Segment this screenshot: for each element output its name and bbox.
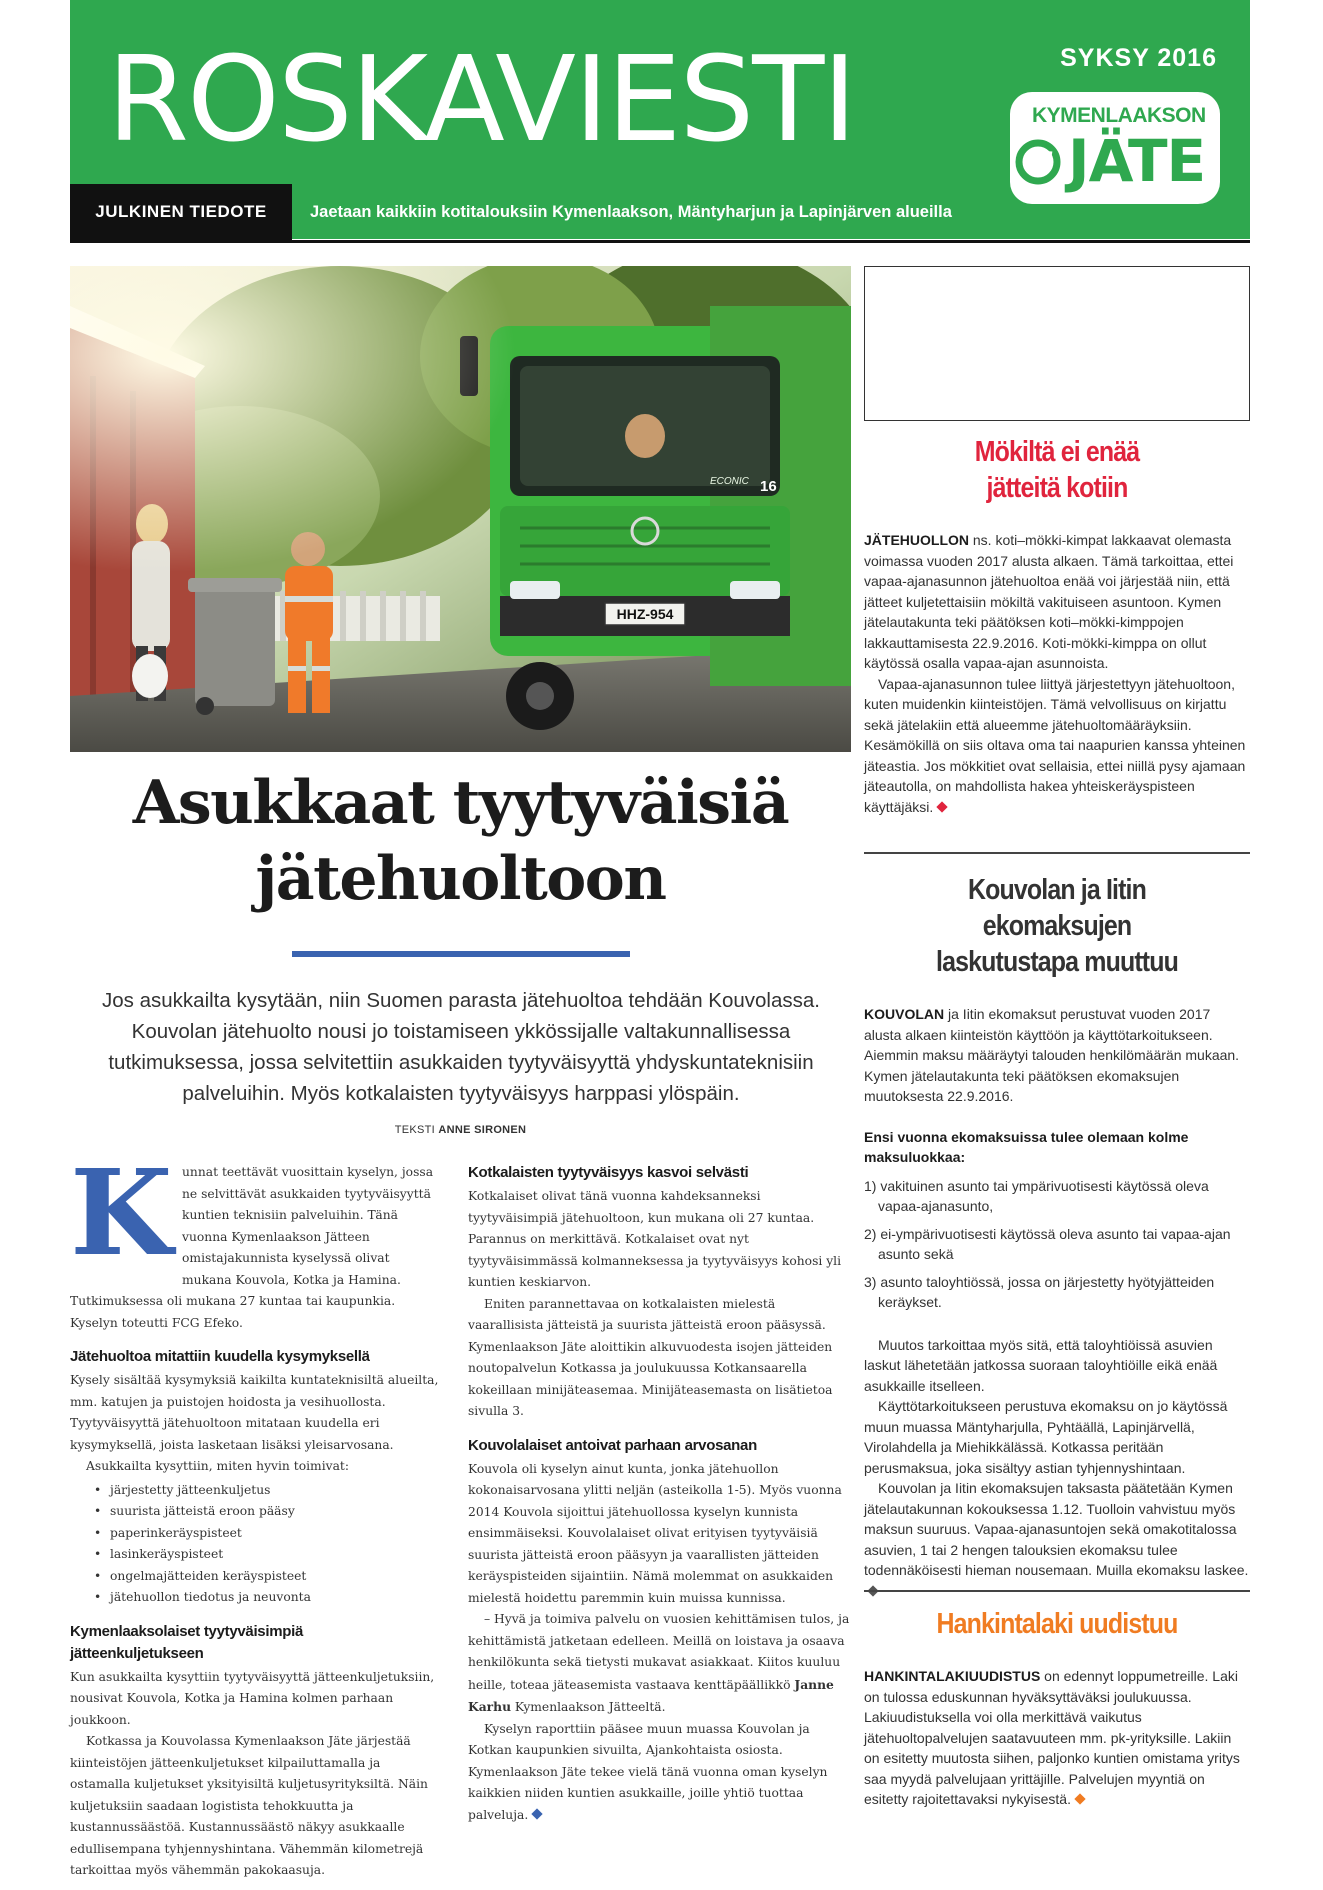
paragraph: Kouvola oli kyselyn ainut kunta, jonka jätehuollon kokonaisarvosana ylitti neljän (asteikolla 1-5). Myös vuonna 2014 Kouvola sijoittui jätehuollossa kyselyn kunnista ensimmäiseksi. Kouvolalaiset olivat erityisen tyytyväisiä suurista jätteistä eroon pääsyyn ja vaarallisten jätteiden keräyspisteiden sijaintiin. Nämä molemmat on asukkaiden mielestä hoidettu paremmin kuin muissa kunnissa.: [468, 1461, 842, 1605]
quote-paragraph: [468, 1609, 851, 1719]
sidebar-divider: [864, 852, 1250, 854]
list-item: • lasinkeräyspisteet: [94, 1544, 439, 1566]
payment-classes-list: [864, 1176, 1250, 1313]
headline-divider: [292, 951, 630, 957]
header-rule: [70, 240, 1250, 243]
info-bar: [70, 184, 1250, 240]
subheading-kuudella-kysymyksella: Jätehuoltoa mitattiin kuudella kysymyksellä: [70, 1348, 370, 1365]
list-item: 1) vakituinen asunto tai ympärivuotisesti käytössä oleva vapaa-ajanasunto,: [864, 1177, 1209, 1214]
sidebar-divider: [864, 1590, 1250, 1592]
paragraph: [864, 1666, 1250, 1810]
classes-intro: Ensi vuonna ekomaksuissa tulee olemaan kolme maksuluokkaa:: [864, 1128, 1189, 1165]
mokki-text-2: Vapaa-ajanasunnon tulee liittyä järjestettyyn jätehuoltoon, kuten muidenkin kiinteistöjen. Tämä velvollisuus on kirjattu sekä jätelakiin että alueemme jätehuoltomääräyksiin. Kesämökillä on siis oltava oma tai naapurien kanssa yhteinen jäteastia. Jos mökkitiet ovat sellaisia, ettei niillä pysy ajamaan jäteautolla, on mahdollista hakea yhteiskeräyspisteen käyttäjäksi.: [864, 675, 1246, 815]
subheading-kotkalaiset: Kotkalaisten tyytyväisyys kasvoi selvästi: [468, 1164, 749, 1181]
hankinta-heading: Hankintalaki uudistuu: [936, 1608, 1178, 1640]
subheading-jatteenkuljetus: Kymenlaaksolaiset tyytyväisimpiä jätteenkuljetukseen: [70, 1622, 304, 1662]
mokki-article: [864, 434, 1250, 817]
byline-author: ANNE SIRONEN: [438, 1124, 527, 1136]
paragraph: Muutos tarkoittaa myös sitä, että taloyhtiöissä asuvien laskut lähetetään jatkossa suoraan taloyhtiöille eikä enää asukkaille itselleen.: [864, 1336, 1218, 1394]
quoted-person: Janne Karhu: [468, 1676, 834, 1714]
list-item: • jätehuollon tiedotus ja neuvonta: [94, 1587, 439, 1609]
paragraph: Käyttötarkoitukseen perustuva ekomaksu on jo käytössä muun muassa Mäntyharjulla, Pyhtäällä, Lapinjärvellä, Virolahdella ja Miehikkälässä. Kotkassa peritään perusmaksua, joka sisältyy astian tyhjennyshintaan.: [864, 1398, 1228, 1476]
ekomaksu-text-1: ja Iitin ekomaksut perustuvat vuoden 2017 alusta alkaen kiinteistön käyttöön ja käyttötarkoitukseen. Aiemmin maksu määräytyi talouden henkilömäärän mukaan. Kymen jätelautakunta teki päätöksen ekomaksujen muutoksesta 22.9.2016.: [864, 1006, 1240, 1104]
mokki-heading-line-1: Mökiltä ei enää: [974, 436, 1140, 468]
paragraph: [864, 1478, 1250, 1601]
distribution-note: Jaetaan kaikkiin kotitalouksiin Kymenlaakson, Mäntyharjun ja Lapinjärven alueilla: [310, 203, 952, 221]
drop-cap: K: [70, 1143, 173, 1282]
byline: [70, 1124, 851, 1136]
lead-word: HANKINTALAKIUUDISTUS: [864, 1668, 1041, 1684]
subheading-kouvolalaiset: Kouvolalaiset antoivat parhaan arvosanan: [468, 1436, 757, 1454]
quote-attribution: Kymenlaakson Jätteeltä.: [511, 1700, 666, 1714]
intro-text: unnat teettävät vuosittain kyselyn, jossa ne selvittävät asukkaiden tyytyväisyyttä kuntien teknisiin palveluihin. Tänä vuonna Kymenlaakson Jätteen omistajakunnista kyselyssä olivat mukana Kouvola, Kotka ja Hamina. Tutkimuksessa oli mukana 27 kuntaa tai kaupunkia. Kyselyn toteutti FCG Efeko.: [70, 1165, 434, 1330]
hankinta-article: [864, 1606, 1250, 1810]
mokki-heading: [891, 434, 1223, 506]
paragraph: Eniten parannettavaa on kotkalaisten mielestä vaarallisista jätteistä ja suurista jätteistä eroon pääsyssä. Kymenlaakson Jäte aloittikin alkuvuodesta isojen jätteiden noutopalvelun Kotkassa ja joulukuussa Kotkansaarella kokeillaan minijäteasemaa. Minijäteasemasta on lisätietoa sivulla 3.: [468, 1296, 833, 1418]
intro-paragraph: [70, 1143, 439, 1334]
ekomaksu-article: [864, 872, 1250, 1601]
list-item: • suurista jätteistä eroon pääsy: [94, 1501, 439, 1523]
hero-photo: [70, 266, 851, 752]
paragraph: Kotkassa ja Kouvolassa Kymenlaakson Jäte järjestää kiinteistöjen jätteenkuljetukset kilpailuttamalla ja ostamalla kuljetukset yksityisiltä kuljetusyrityksiltä. Näin kuljetuksiin saadaan logistista tehokkuutta ja kustannussäästöä. Kustannussäästö näkyy asukkaalle edullisempana tyhjennyshintana. Vähemmän kilometrejä tarkoittaa myös vähemmän pakokaasuja.: [70, 1734, 428, 1877]
lead-word: KOUVOLAN: [864, 1006, 945, 1022]
paragraph: Kotkalaiset olivat tänä vuonna kahdeksanneksi tyytyväisimpiä jätehuoltoon, kun mukana oli 27 kuntaa. Parannus on merkittävä. Kotkalaiset ovat nyt tyytyväisimmässä kolmanneksessa ja tyytyväisyys kohosi yli kuntien keskiarvon.: [468, 1189, 842, 1289]
ekomaksu-heading: [891, 872, 1223, 980]
logo-text-top: KYMENLAAKSON: [1032, 104, 1206, 127]
paragraph: [468, 1719, 851, 1827]
list-item: 3) asunto taloyhtiössä, jossa on järjestetty hyötyjätteiden keräykset.: [864, 1273, 1215, 1310]
end-mark-icon: [937, 801, 948, 812]
mokki-body: [864, 530, 1250, 817]
ekomaksu-text-4: Kouvolan ja Iitin ekomaksujen taksasta päätetään Kymen jätelautakunnan kokouksessa 1.12. Tuolloin vahvistuu myös maksun suuruus. Vapaa-ajanasuntojen sekä omakotitalossa asuvien, 1 tai 2 hengen talouksien ekomaksu tulee todennäköisesti hieman nousemaan. Muilla ekomaksu laskee.: [864, 1480, 1249, 1578]
ekomaksu-heading-line-2: laskutustapa muuttuu: [936, 946, 1178, 978]
list-item: • ongelmajätteiden keräyspisteet: [94, 1566, 439, 1588]
hankinta-body: [864, 1666, 1250, 1810]
garbage-truck-photo: [70, 266, 851, 752]
quote-text: – Hyvä ja toimiva palvelu on vuosien kehittämisen tulos, ja kehittämistä jatketaan edelleen. Meillä on loistava ja osaava henkilökunta sekä tietysti mukavat asiakkaat. Kiitos kuuluu heille, toteaa jäteasemista vastaava kenttäpäällikkö: [468, 1612, 850, 1692]
paragraph: [864, 674, 1250, 818]
public-notice-label: JULKINEN TIEDOTE: [70, 184, 292, 240]
paragraph: Asukkailta kysyttiin, miten hyvin toimivat:: [86, 1459, 349, 1473]
lead-paragraph: Jos asukkailta kysytään, niin Suomen parasta jätehuoltoa tehdään Kouvolassa. Kouvolan jätehuolto nousi jo toistamiseen ykkössijalle valtakunnallisessa tutkimuksessa, jossa selvitettiin asukkaiden tyytyväisyyttä yhdyskuntateknisiin palveluihin. Myös kotkalaisten tyytyväisyys harppasi ylöspäin.: [102, 989, 820, 1105]
logo-text-bottom: JÄTE: [1068, 127, 1206, 195]
headline-line-1: Asukkaat tyytyväisiä: [132, 768, 789, 838]
headline-line-2: jätehuoltoon: [255, 844, 666, 914]
recycle-swirl-icon: [1014, 138, 1062, 186]
paragraph: [864, 1004, 1250, 1107]
paragraph: Kun asukkailta kysyttiin tyytyväisyyttä jätteenkuljetuksiin, nousivat Kouvola, Kotka ja Hamina kolmen parhaan joukkoon.: [70, 1669, 435, 1727]
hankinta-text-1: on edennyt loppumetreille. Laki on tulossa eduskunnan hyväksyttäväksi joulukuussa. Lakiuudistuksella voi olla merkittävä vaikutus jätehuoltopalvelujen saatavuuteen mm. pk-yrityksille. Lakiin on esitetty muutosta siihen, paljonko kuntien omistama yritys saa myydä palvelujaan yrittäjille. Palvelujen myyntiä on esitetty rajoitettavaksi nykyisestä.: [864, 1668, 1240, 1807]
article-column-1: [70, 1143, 439, 1882]
paragraph: Kysely sisältää kysymyksiä kaikilta kuntateknisiltä alueilta, mm. katujen ja puistojen hoidosta ja vesihuollosta. Tyytyväisyyttä jätehuoltoon mitataan kuudella eri kysymyksellä, joista lasketaan lisäksi yleisarvosana.: [70, 1373, 439, 1452]
main-headline: [70, 765, 851, 917]
list-item: • paperinkeräyspisteet: [94, 1523, 439, 1545]
end-mark-icon: [532, 1808, 543, 1819]
ekomaksu-body: [864, 1004, 1250, 1601]
list-item: 2) ei-ympärivuotisesti käytössä oleva asunto tai vapaa-ajan asunto sekä: [864, 1225, 1231, 1262]
article-column-2: [468, 1162, 851, 1826]
byline-prefix: TEKSTI: [394, 1124, 435, 1136]
closing-text: Kyselyn raporttiin pääsee muun muassa Kouvolan ja Kotkan kaupunkien sivuilta, Ajankohtaista osiosta. Kymenlaakson Jäte tekee vielä tänä vuonna oman kyselyn kaikkien niiden kuntien asukkaille, joille yhtiö tuottaa palveluja.: [468, 1721, 828, 1822]
mokki-heading-line-2: jätteitä kotiin: [986, 472, 1128, 504]
issue-season: SYKSY 2016: [1060, 44, 1217, 72]
lead-word: JÄTEHUOLLON: [864, 532, 969, 548]
mokki-text-1: ns. koti–mökki-kimpat lakkaavat olemasta voimassa vuoden 2017 alusta alkaen. Tämä tarkoittaa, ettei vapaa-ajanasunnon jätehuoltoa enää voi järjestää niin, että jätteet kuljetettaisiin mökiltä vakituiseen asuntoon. Kymen jätelautakunta teki päätöksen koti–mökki-kimppojen lakkauttamisesta 22.9.2016. Koti-mökki-kimppa on ollut käytössä osalla vapaa-ajan asunnoista.: [864, 532, 1234, 671]
masthead-title: ROSKAVIESTI: [107, 30, 856, 168]
ekomaksu-heading-line-1: Kouvolan ja Iitin ekomaksujen: [968, 874, 1146, 942]
ad-placeholder-box: [864, 266, 1250, 421]
paragraph: [864, 530, 1250, 674]
list-item: • järjestetty jätteenkuljetus: [94, 1480, 439, 1502]
survey-questions-list: [94, 1480, 439, 1609]
end-mark-icon: [1074, 1793, 1085, 1804]
